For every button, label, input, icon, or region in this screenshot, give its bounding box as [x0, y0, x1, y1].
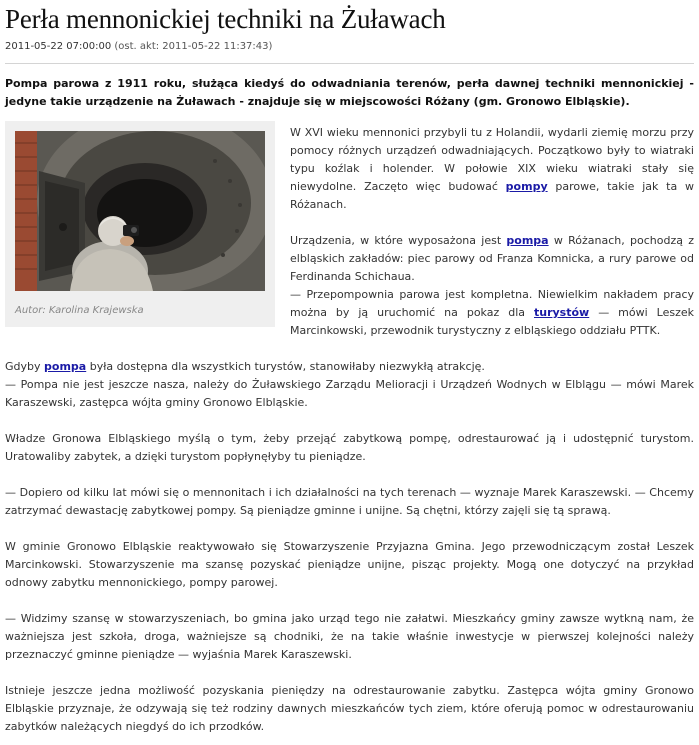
p2-text: Urządzenia, w które wyposażona jest: [290, 234, 507, 247]
keyword-link-pompy[interactable]: pompy: [505, 180, 548, 193]
paragraph-3: [5, 358, 694, 412]
p3-text-mid: była dostępna dla wszystkich turystów, stanowiłaby niezwykłą atrakcję.: [86, 360, 485, 373]
keyword-link-pompa-2[interactable]: pompa: [44, 360, 87, 373]
article-meta: [5, 41, 694, 55]
p3-quote: — Pompa nie jest jeszcze nasza, należy do Żuławskiego Zarządu Melioracji i Urządzeń Wodnych w Elblągu — mówi Marek Karaszewski, zastępca wójta gminy Gronowo Elbląskie.: [5, 378, 694, 409]
title-separator: [5, 63, 694, 64]
p2-quote-end: — mówi Leszek Marcinkowski, przewodnik turystyczny z elbląskiego oddziału PTTK.: [290, 306, 694, 337]
paragraph-4: Władze Gronowa Elbląskiego myślą o tym, żeby przejąć zabytkową pompę, odrestaurować ją i udostępnić turystom. Uratowaliby zabytek, a dzięki turystom popłynęłyby tu pieniądze.: [5, 432, 694, 463]
article-title: Perła mennonickiej techniki na Żuławach: [5, 4, 446, 34]
keyword-link-turystow[interactable]: turystów: [534, 306, 590, 319]
p1-text: W XVI wieku mennonici przybyli tu z Holandii, wydarli ziemię morzu przy pomocy różnych urządzeń odwadniających. Początkowo były to wiatraki typu koźlak i holender. W połowie XIX wieku wiatraki stały się niewydolne. Zaczęto więc budować: [290, 126, 694, 193]
paragraph-8: Istnieje jeszcze jedna możliwość pozyskania pieniędzy na odrestaurowanie zabytku. Zastępca wójta gminy Gronowo Elbląskie przyznaje, że odzywają się też rodziny dawnych mieszkańców tych ziem, które oferują pomoc w odrestaurowaniu zabytków należących niegdyś do ich przodków.: [5, 684, 694, 733]
article-lead: Pompa parowa z 1911 roku, służąca kiedyś do odwadniania terenów, perła dawnej techniki mennonickiej - jedyne takie urządzenie na Żuławach - znajduje się w miejscowości Różany (gm. Gronowo Elbląskie).: [5, 77, 694, 108]
photo-caption: Autor: Karolina Krajewska: [15, 305, 144, 316]
keyword-link-pompa[interactable]: pompa: [506, 234, 549, 247]
last-updated: (ost. akt: 2011-05-22 11:37:43): [114, 41, 273, 52]
p1-text-end: parowe, takie jak ta w Różanach.: [290, 180, 694, 211]
article-body: [5, 124, 694, 736]
paragraph-5: — Dopiero od kilku lat mówi się o mennonitach i ich działalności na tych terenach — wyznaje Marek Karaszewski. — Chcemy zatrzymać dewastację zabytkowej pompy. Są pieniądze gminne i unijne. Są chętni, którzy zajęli się tą sprawą.: [5, 486, 694, 517]
article-photo-box: [5, 121, 275, 327]
publish-date: 2011-05-22 07:00:00: [5, 41, 112, 52]
p3-text: Gdyby: [5, 360, 45, 373]
p2-quote: — Przepompownia parowa jest kompletna. Niewielkim nakładem pracy można by ją uruchomić na pokaz dla: [290, 288, 694, 319]
p2-text-mid: w Różanach, pochodzą z elbląskich zakładów: piec parowy od Franza Komnicka, a rury parowe od Ferdinanda Schichaua.: [290, 234, 694, 283]
paragraph-6: W gminie Gronowo Elbląskie reaktywowało się Stowarzyszenie Przyjazna Gmina. Jego przewodniczącym został Leszek Marcinkowski. Stowarzyszenie ma szansę pozyskać pieniądze unijne, pisząc projekty. Mogą one dotyczyć na przykład odnowy zabytku mennonickiego, pompy parowej.: [5, 540, 694, 589]
paragraph-7: — Widzimy szansę w stowarzyszeniach, bo gmina jako urząd tego nie załatwi. Mieszkańcy gminy zawsze wytkną nam, że ważniejsza jest szkoła, droga, ważniejsze są chodniki, że na takie właśnie inwestycje w pierwszej kolejności należy przeznaczyć gminne pieniądze — wyjaśnia Marek Karaszewski.: [5, 612, 694, 661]
steam-boiler-photo[interactable]: [15, 131, 265, 291]
